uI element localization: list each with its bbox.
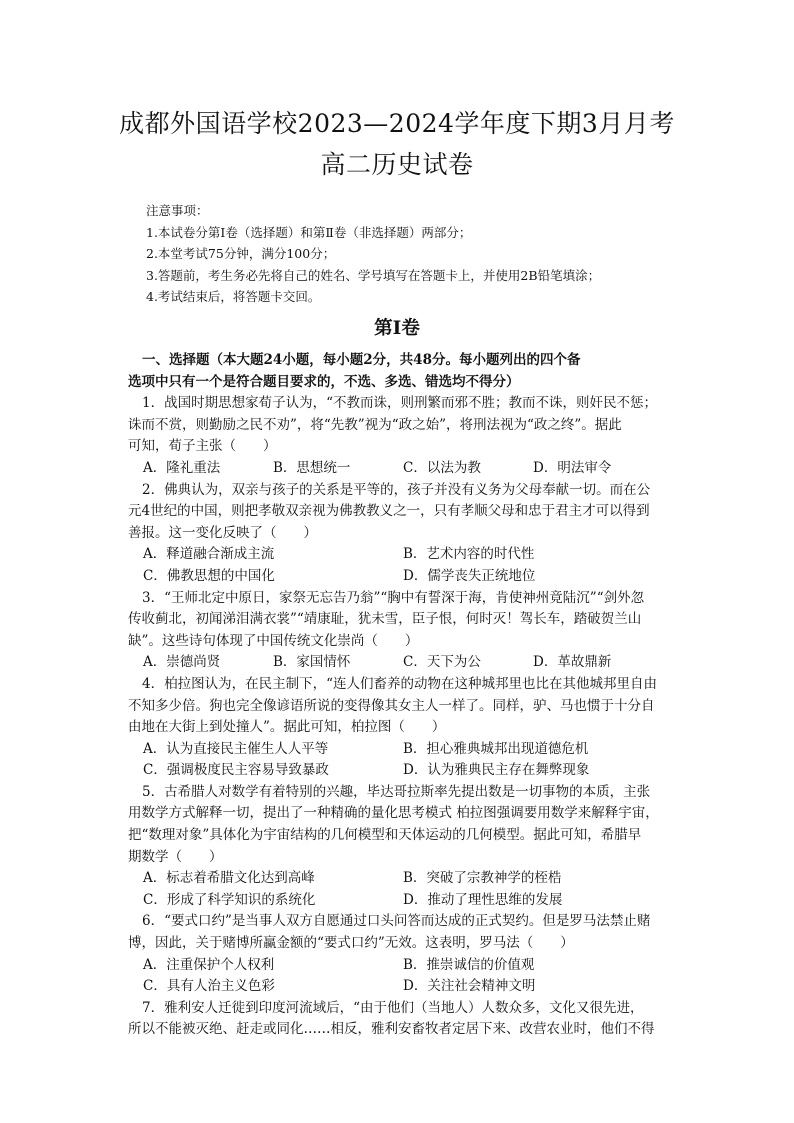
options-row — [128, 739, 676, 761]
option-a: A．释道融合渐成主流 — [143, 546, 275, 563]
question-line: 元4世纪的中国，则把孝敬双亲视为佛教教义之一，只有孝顺父母和忠于君主才可以得到 — [128, 503, 650, 520]
part-heading-line: 一、选择题（本大题24小题，每小题2分，共48分。每小题列出的四个备 — [142, 352, 581, 368]
option-d: D．认为雅典民主存在舞弊现象 — [403, 762, 590, 779]
question-line: 1．战国时期思想家荀子认为，“不教而诛，则刑繁而邪不胜；教而不诛，则奸民不惩； — [142, 395, 657, 412]
question-line: 3．“王师北定中原日，家祭无忘告乃翁”“胸中有誓深于海，肯使神州竟陆沉”“剑外忽 — [142, 589, 645, 606]
options-row — [128, 652, 676, 674]
question-line: 7．雅利安人迁徙到印度河流域后，“由于他们（当地人）人数众多，文化又很先进， — [142, 999, 644, 1016]
options-row — [128, 868, 676, 890]
exam-title: 成都外国语学校2023—2024学年度下期3月月考 — [119, 109, 675, 138]
option-c: C．以法为教 — [403, 459, 481, 476]
question-line: 期数学（ ） — [128, 848, 223, 865]
options-row — [128, 890, 676, 912]
question-line: 不知多少倍。狗也完全像谚语所说的变得像其女主人一样了。同样，驴、马也惯于十分自 — [128, 697, 655, 714]
option-b: B．艺术内容的时代性 — [403, 546, 535, 563]
option-d: D．推动了理性思维的发展 — [403, 891, 563, 908]
option-a: A．崇德尚贤 — [143, 654, 221, 671]
question-line: 2．佛典认为，双亲与孩子的关系是平等的，孩子并没有义务为父母奉献一切。而在公 — [142, 481, 651, 498]
options-row — [128, 566, 676, 588]
option-d: D．革故鼎新 — [533, 654, 612, 671]
question-line: 由地在大街上到处撞人”。据此可知，柏拉图（ ） — [128, 719, 446, 736]
question-line: 诛而不赏，则勤励之民不劝”，将“先教”视为“政之始”，将刑法视为“政之终”。据此 — [128, 416, 622, 433]
option-c: C．强调极度民主容易导致暴政 — [143, 762, 329, 779]
question-6 — [128, 911, 676, 997]
question-4 — [128, 674, 676, 782]
option-c: C．具有人治主义色彩 — [143, 978, 275, 995]
question-line: 用数学方式解释一切，提出了一种精确的量化思考模式 柏拉图强调要用数学来解释宇宙， — [128, 805, 659, 822]
exam-subtitle: 高二历史试卷 — [320, 150, 474, 179]
question-5 — [128, 782, 676, 912]
option-b: B．突破了宗教神学的桎梏 — [403, 870, 562, 887]
option-d: D．关注社会精神文明 — [403, 978, 536, 995]
options-row — [128, 760, 676, 782]
option-c: C．天下为公 — [403, 654, 481, 671]
question-line: 传收蓟北，初闻涕泪满衣裳”“靖康耻，犹未雪，臣子恨，何时灭！驾长车，踏破贺兰山 — [128, 611, 642, 628]
question-line: 6．“要式口约”是当事人双方自愿通过口头问答而达成的正式契约。但是罗马法禁止赌 — [142, 913, 651, 930]
options-row — [128, 458, 676, 480]
option-a: A．认为直接民主催生人人平等 — [143, 740, 329, 757]
note-item: 3.答题前，考生务必先将自己的姓名、学号填写在答题卡上，并使用2B铅笔填涂； — [146, 267, 601, 283]
questions-area — [128, 350, 676, 1041]
question-line: 善报。这一变化反映了（ ） — [128, 524, 317, 541]
note-item: 4.考试结束后，将答题卡交回。 — [146, 289, 321, 304]
option-d: D．儒学丧失正统地位 — [403, 567, 536, 584]
question-line: 可知，荀子主张（ ） — [128, 438, 277, 455]
section-title: 第Ⅰ卷 — [374, 318, 420, 339]
option-d: D．明法审令 — [533, 459, 612, 476]
question-line: 所以不能被灭绝、赶走或同化……相反，雅利安畜牧者定居下来、改营农业时，他们不得 — [128, 1021, 655, 1038]
question-1 — [128, 393, 676, 479]
option-b: B．家国情怀 — [273, 654, 351, 671]
part-heading-line: 选项中只有一个是符合题目要求的，不选、多选、错选均不得分） — [128, 373, 520, 390]
note-item: 1.本试卷分第Ⅰ卷（选择题）和第Ⅱ卷（非选择题）两部分； — [146, 224, 472, 240]
option-b: B．担心雅典城邦出现道德危机 — [403, 740, 589, 757]
question-line: 5．古希腊人对数学有着特别的兴趣，毕达哥拉斯率先提出数是一切事物的本质，主张 — [142, 783, 651, 800]
option-a: A．注重保护个人权利 — [143, 956, 275, 973]
options-row — [128, 544, 676, 566]
note-item: 2.本堂考试75分钟，满分100分； — [146, 246, 336, 261]
option-a: A．隆礼重法 — [143, 459, 221, 476]
question-line: 博，因此，关于赌博所赢金额的“要式口约”无效。这表明，罗马法（ ） — [128, 935, 574, 952]
notes-heading: 注意事项： — [146, 203, 209, 218]
question-2 — [128, 480, 676, 588]
option-c: C．佛教思想的中国化 — [143, 567, 275, 584]
question-7 — [128, 998, 676, 1041]
question-line: 4．柏拉图认为，在民主制下，“连人们畜养的动物在这种城邦里也比在其他城邦里自由 — [142, 675, 657, 692]
question-list — [128, 393, 676, 1041]
options-row — [128, 976, 676, 998]
question-3 — [128, 588, 676, 674]
notes-block — [146, 200, 600, 308]
options-row — [128, 955, 676, 977]
question-line: 把“数理对象”具体化为宇宙结构的几何模型和天体运动的几何模型。据此可知，希腊早 — [128, 827, 642, 844]
option-a: A．标志着希腊文化达到高峰 — [143, 870, 315, 887]
option-b: B．思想统一 — [273, 459, 351, 476]
option-b: B．推崇诚信的价值观 — [403, 956, 535, 973]
question-line: 缺”。这些诗句体现了中国传统文化崇尚（ ） — [128, 632, 419, 649]
option-c: C．形成了科学知识的系统化 — [143, 891, 316, 908]
